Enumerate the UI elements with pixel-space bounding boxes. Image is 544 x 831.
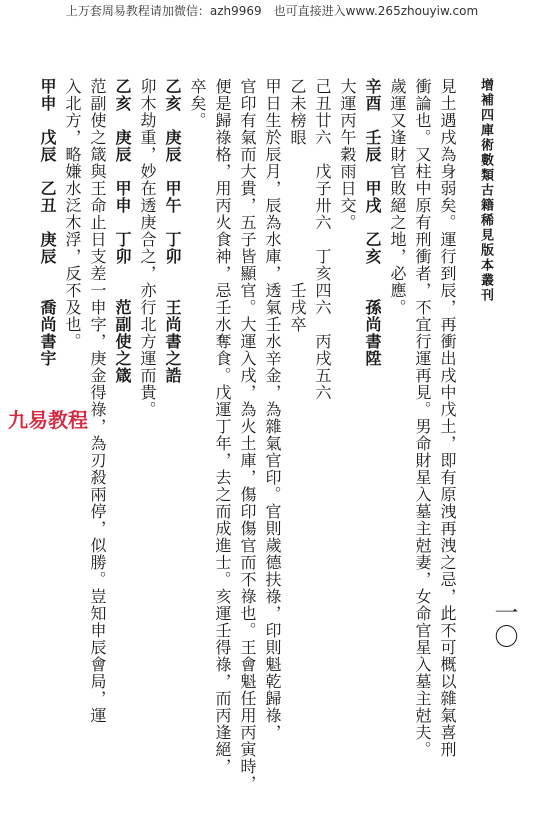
running-title: 增補四庫術數類古籍稀見版本叢刊 [478, 78, 493, 303]
text-column-16: 入北方，略嫌水泛木浮，反不及也。 [63, 78, 82, 350]
text-column-3: 歲運又逢財官敗絕之地，必應。 [388, 78, 407, 316]
text-column-1: 見土遇戌為身弱矣。運行到辰，再衝出戌中戊土，即有原洩再洩之忌，此不可概以雜氣喜刑 [438, 78, 457, 758]
text-column-10: 便是歸祿格，用丙火食神，忌壬水奪食。戊運丁年，去之而成進士。亥運壬得祿，而丙逢絕， [213, 78, 232, 775]
page-number: 一〇 [490, 600, 518, 648]
birth-chart-line-qiao: 甲申 戊辰 乙丑 庚辰 喬尚書宇 [38, 78, 57, 367]
birth-chart-line-sun: 辛酉 壬辰 甲戌 乙亥 孫尚書陞 [363, 78, 382, 367]
luck-pillars-line: 己丑廿六 戊子卅六 丁亥四六 丙戌五六 [313, 78, 332, 401]
text-column-9: 官印有氣而大貴，五子皆顯官。大運入戌，為火土庫，傷印傷官而不祿也。王會魁任用丙寅時， [238, 78, 257, 792]
text-column-13: 卯木劫重，妙在透庚合之，亦行北方運而貴。 [138, 78, 157, 418]
watermark-logo: 九易教程 [8, 408, 88, 432]
text-column-8: 甲日生於辰月，辰為水庫，透氣壬水辛金，為雜氣官印。官則歲德扶祿，印則魁乾歸祿， [263, 78, 282, 741]
text-column-7: 乙未榜眼 壬戌卒 [288, 78, 307, 333]
text-column-15: 范副使之箴與王命止日支差一申字，庚金得祿，為刃殺兩停，似勝。豈知申辰會局，運 [88, 78, 107, 724]
text-column-11: 卒矣。 [188, 78, 207, 129]
birth-chart-line-wang: 乙亥 庚辰 甲午 丁卯 王尚書之誥 [163, 78, 182, 384]
text-column-5: 大運丙午穀雨日交。 [338, 78, 357, 231]
birth-chart-line-fan: 乙亥 庚辰 甲申 丁卯 范副使之箴 [113, 78, 132, 384]
text-column-2: 衝論也。又柱中原有刑衝者，不宜行運再見。男命財星入墓主尅妻，女命官星入墓主尅夫。 [413, 78, 432, 758]
top-banner: 上万套周易教程请加微信：azh9969 也可直接进入www.265zhouyiw.com [65, 4, 479, 18]
